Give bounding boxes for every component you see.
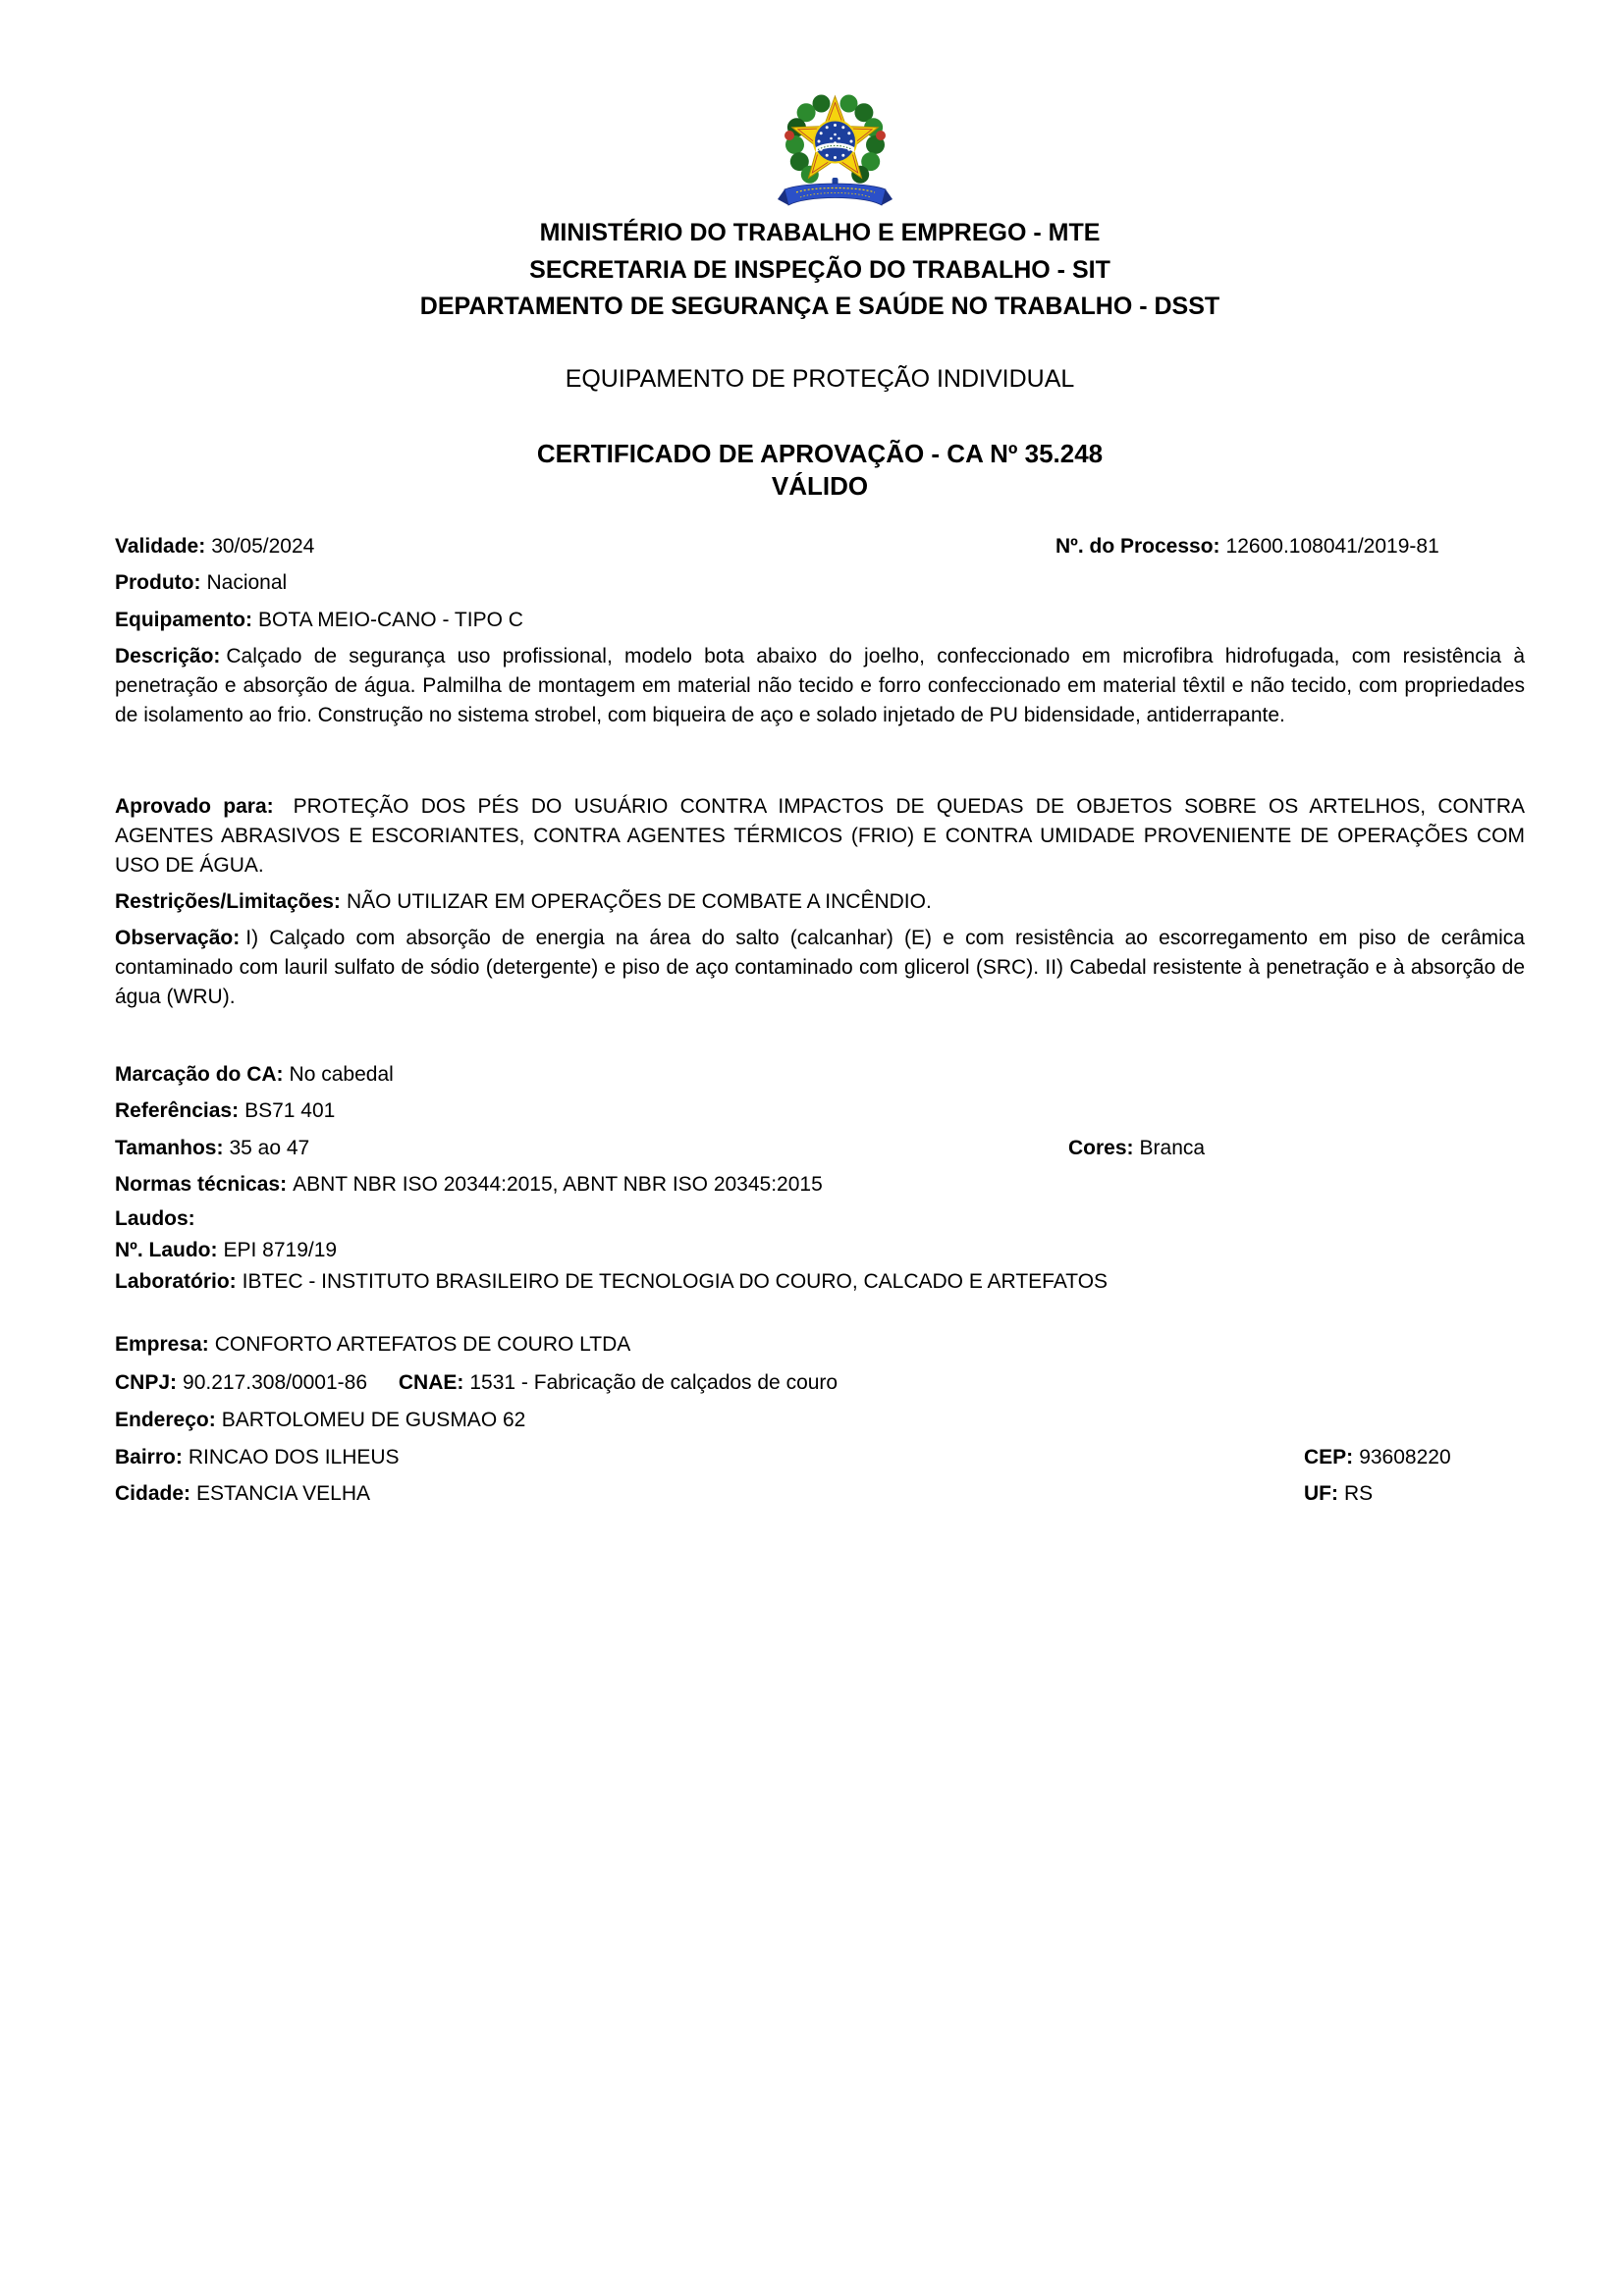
- laboratorio-value: IBTEC - INSTITUTO BRASILEIRO DE TECNOLOGIA DO COURO, CALCADO E ARTEFATOS: [242, 1270, 1109, 1293]
- certificate-title: CERTIFICADO DE APROVAÇÃO - CA Nº 35.248: [536, 439, 1104, 468]
- tamanhos-label: Tamanhos:: [115, 1137, 224, 1159]
- bairro-label: Bairro:: [115, 1446, 183, 1468]
- empresa-value: CONFORTO ARTEFATOS DE COURO LTDA: [214, 1333, 631, 1356]
- field-restricoes: [115, 887, 1525, 917]
- field-cep: [1304, 1443, 1451, 1472]
- field-equipamento: [115, 606, 1525, 635]
- field-endereco: [115, 1406, 1525, 1435]
- cnae-label: CNAE:: [398, 1371, 464, 1394]
- equipment-category: EQUIPAMENTO DE PROTEÇÃO INDIVIDUAL: [565, 365, 1075, 393]
- cnae-value: 1531 - Fabricação de calçados de couro: [469, 1371, 839, 1394]
- tamanhos-value: 35 ao 47: [229, 1137, 310, 1159]
- org-name-line1: MINISTÉRIO DO TRABALHO E EMPREGO - MTE: [539, 219, 1101, 246]
- field-tamanhos-row: [115, 1134, 1525, 1163]
- cnpj-value: 90.217.308/0001-86: [183, 1371, 368, 1394]
- descricao-value: Calçado de segurança uso profissional, modelo bota abaixo do joelho, confeccionado em microfibra hidrofugada, com resistência à penetração e absorção de água. Palmilha de montagem em material não tecido e forro confeccionado em material têxtil e não tecido, com propriedades de isolamento ao frio. Construção no sistema strobel, com biqueira de aço e solado injetado de PU bidensidade, antiderrapante.: [115, 645, 1525, 726]
- gov-header: [115, 215, 1525, 326]
- endereco-label: Endereço:: [115, 1409, 216, 1431]
- aprovado-value: PROTEÇÃO DOS PÉS DO USUÁRIO CONTRA IMPACTOS DE QUEDAS DE OBJETOS SOBRE OS ARTELHOS, CONTRA AGENTES ABRASIVOS E ESCORIANTES, CONTRA AGENTES TÉRMICOS (FRIO) E CONTRA UMIDADE PROVENIENTE DE OPERAÇÕES COM USO DE ÁGUA.: [115, 795, 1525, 877]
- field-validade-row: [115, 532, 1525, 561]
- laboratorio-label: Laboratório:: [115, 1270, 237, 1293]
- cores-value: Branca: [1139, 1137, 1206, 1159]
- certificate-status: VÁLIDO: [771, 471, 869, 501]
- aprovado-label: Aprovado para:: [115, 795, 274, 818]
- validade-label: Validade:: [115, 535, 206, 558]
- cores-label: Cores:: [1068, 1137, 1134, 1159]
- num-laudo-value: EPI 8719/19: [223, 1239, 338, 1261]
- processo-value: 12600.108041/2019-81: [1225, 535, 1439, 558]
- cep-value: 93608220: [1359, 1446, 1451, 1468]
- observacao-value: I) Calçado com absorção de energia na área do salto (calcanhar) (E) e com resistência ao escorregamento em piso de cerâmica contaminado com lauril sulfato de sódio (detergente) e piso de aço contaminado com glicerol (SRC). II) Cabedal resistente à penetração e à absorção de água (WRU).: [115, 927, 1525, 1008]
- bairro-value: RINCAO DOS ILHEUS: [188, 1446, 400, 1468]
- restricoes-value: NÃO UTILIZAR EM OPERAÇÕES DE COMBATE A INCÊNDIO.: [346, 890, 932, 913]
- cep-label: CEP:: [1304, 1446, 1354, 1468]
- validade-value: 30/05/2024: [211, 535, 315, 558]
- produto-value: Nacional: [206, 571, 288, 594]
- observacao-label: Observação:: [115, 927, 241, 949]
- num-laudo-label: Nº. Laudo:: [115, 1239, 218, 1261]
- field-referencias: [115, 1096, 1525, 1126]
- marcacao-value: No cabedal: [289, 1063, 394, 1086]
- brazil-coat-of-arms-icon: [773, 91, 897, 214]
- uf-label: UF:: [1304, 1482, 1338, 1505]
- cnpj-label: CNPJ:: [115, 1371, 178, 1394]
- field-observacao: [115, 924, 1525, 1012]
- field-descricao: [115, 642, 1525, 730]
- field-num-laudo: [115, 1236, 1525, 1265]
- descricao-label: Descrição:: [115, 645, 221, 667]
- field-aprovado-para: [115, 792, 1525, 881]
- field-uf: [1304, 1479, 1373, 1509]
- uf-value: RS: [1344, 1482, 1374, 1505]
- equipamento-value: BOTA MEIO-CANO - TIPO C: [258, 609, 523, 631]
- field-cores: [1068, 1134, 1205, 1163]
- produto-label: Produto:: [115, 571, 201, 594]
- endereco-value: BARTOLOMEU DE GUSMAO 62: [221, 1409, 526, 1431]
- laudos-label: Laudos:: [115, 1207, 195, 1230]
- field-bairro-row: [115, 1443, 1525, 1472]
- referencias-label: Referências:: [115, 1099, 240, 1122]
- certificate-title-block: [115, 438, 1525, 503]
- field-laboratorio: [115, 1267, 1525, 1297]
- field-produto: [115, 568, 1525, 598]
- normas-label: Normas técnicas:: [115, 1173, 288, 1196]
- processo-label: Nº. do Processo:: [1055, 535, 1220, 558]
- field-empresa: [115, 1330, 1525, 1360]
- field-cnae: [399, 1371, 838, 1394]
- field-normas: [115, 1170, 1525, 1200]
- field-marcacao: [115, 1060, 1525, 1090]
- marcacao-label: Marcação do CA:: [115, 1063, 284, 1086]
- cidade-label: Cidade:: [115, 1482, 191, 1505]
- cidade-value: ESTANCIA VELHA: [196, 1482, 371, 1505]
- field-cidade-row: [115, 1479, 1525, 1509]
- equipamento-label: Equipamento:: [115, 609, 252, 631]
- ribbon: [778, 184, 893, 205]
- restricoes-label: Restrições/Limitações:: [115, 890, 341, 913]
- referencias-value: BS71 401: [244, 1099, 336, 1122]
- normas-value: ABNT NBR ISO 20344:2015, ABNT NBR ISO 20345:2015: [293, 1173, 823, 1196]
- org-name-line3: DEPARTAMENTO DE SEGURANÇA E SAÚDE NO TRABALHO - DSST: [419, 293, 1220, 320]
- empresa-label: Empresa:: [115, 1333, 209, 1356]
- field-processo: [1055, 532, 1439, 561]
- field-cnpj-cnae-row: [115, 1368, 1525, 1398]
- org-name-line2: SECRETARIA DE INSPEÇÃO DO TRABALHO - SIT: [529, 255, 1110, 284]
- field-laudos: [115, 1204, 1525, 1234]
